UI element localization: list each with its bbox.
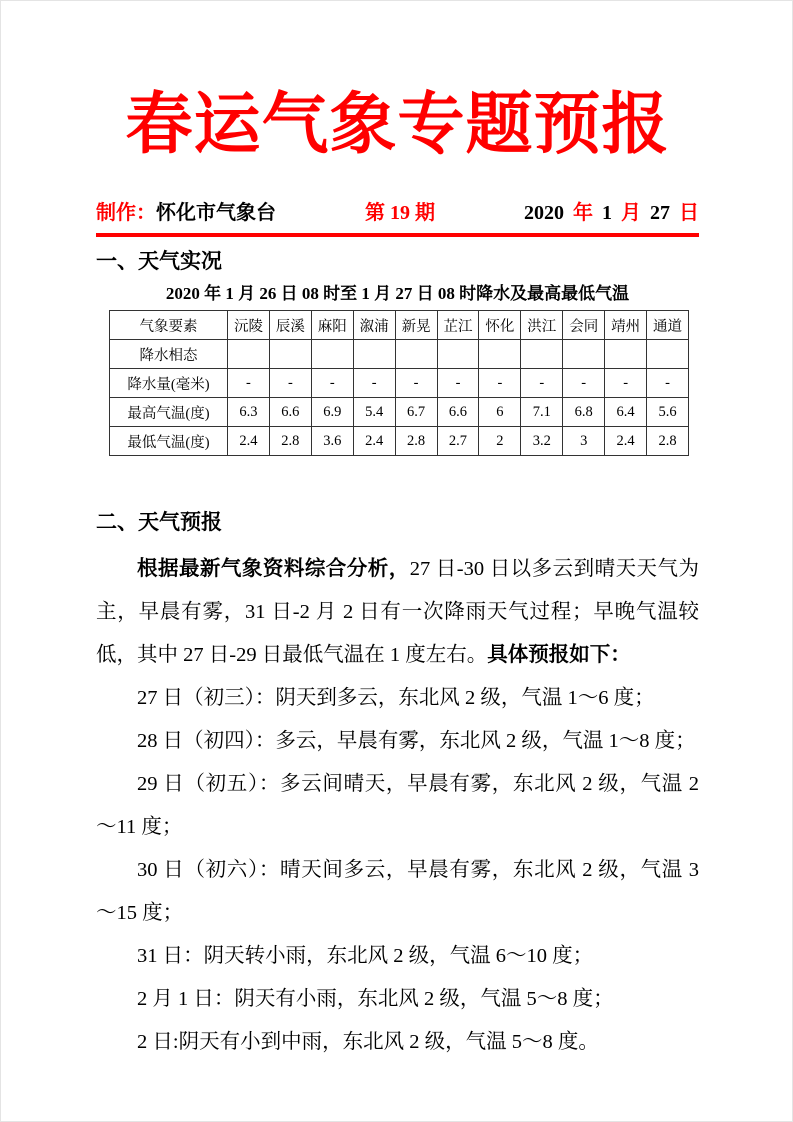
- table-row: [110, 427, 689, 456]
- table-cell: 6.6: [269, 398, 311, 427]
- meta-row: [96, 199, 699, 227]
- table-cell: -: [605, 369, 647, 398]
- analysis-tail: 具体预报如下：: [487, 644, 631, 666]
- forecast-line: 2 月 1 日：阴天有小雨，东北风 2 级，气温 5～8 度；: [137, 988, 614, 1010]
- table-cell: 6.8: [563, 398, 605, 427]
- forecast-line: 2 日:阴天有小到中雨，东北风 2 级，气温 5～8 度。: [137, 1031, 599, 1053]
- table-cell: [437, 340, 479, 369]
- date-year-unit: 年: [573, 202, 593, 224]
- section-heading-weather-actual: 一、天气实况: [96, 249, 222, 273]
- table-header-station: 通道: [647, 311, 689, 340]
- date-month-unit: 月: [621, 202, 641, 224]
- forecast-list: [96, 677, 699, 1064]
- table-header-station: 会同: [563, 311, 605, 340]
- table-cell: [647, 340, 689, 369]
- table-cell: 6.3: [228, 398, 270, 427]
- table-cell: [353, 340, 395, 369]
- table-cell: 2.8: [269, 427, 311, 456]
- table-cell: [269, 340, 311, 369]
- table-cell: [605, 340, 647, 369]
- table-header-element: 气象要素: [110, 311, 228, 340]
- analysis-paragraph: [96, 548, 699, 677]
- table-cell: -: [647, 369, 689, 398]
- table-header-station: 溆浦: [353, 311, 395, 340]
- table-cell: -: [353, 369, 395, 398]
- table-cell: -: [311, 369, 353, 398]
- table-cell: 6.9: [311, 398, 353, 427]
- table-cell: [228, 340, 270, 369]
- analysis-lead: 根据最新气象资料综合分析，: [137, 558, 410, 580]
- table-header-station: 靖州: [605, 311, 647, 340]
- table-header-station: 辰溪: [269, 311, 311, 340]
- table-header-station: 沅陵: [228, 311, 270, 340]
- weather-table: [109, 310, 689, 456]
- table-cell: [311, 340, 353, 369]
- table-cell: -: [563, 369, 605, 398]
- table-cell: [479, 340, 521, 369]
- table-cell: 5.4: [353, 398, 395, 427]
- table-cell: -: [437, 369, 479, 398]
- table-cell: -: [269, 369, 311, 398]
- page-title: 春运气象专题预报: [125, 88, 670, 162]
- analysis-body: 27 日-30 日以多云到晴天天气为主，早晨有雾，31 日-2 月 2 日有一次降雨天气过程；早晚气温较低，其中 27 日-29 日最低气温在 1 度左右。: [96, 558, 700, 666]
- table-cell: 3.6: [311, 427, 353, 456]
- date-month: 1: [602, 202, 612, 224]
- date-day: 27: [650, 202, 670, 224]
- table-cell: 2: [479, 427, 521, 456]
- table-cell: 2.8: [647, 427, 689, 456]
- table-cell: [563, 340, 605, 369]
- producer: [96, 199, 276, 227]
- date-year: 2020: [524, 202, 564, 224]
- table-cell: 6.6: [437, 398, 479, 427]
- issue-number: 第 19 期: [365, 202, 435, 224]
- table-cell: 2.7: [437, 427, 479, 456]
- table-cell: -: [479, 369, 521, 398]
- table-cell: -: [521, 369, 563, 398]
- table-row: [110, 398, 689, 427]
- table-header-station: 怀化: [479, 311, 521, 340]
- forecast-line: 29 日（初五）：多云间晴天，早晨有雾，东北风 2 级，气温 2～11 度；: [96, 773, 699, 838]
- producer-label: 制作：: [96, 202, 156, 224]
- forecast-line: 27 日（初三）：阴天到多云，东北风 2 级，气温 1～6 度；: [137, 687, 655, 709]
- date-day-unit: 日: [679, 202, 699, 224]
- table-cell: 2.4: [605, 427, 647, 456]
- forecast-line: 31 日：阴天转小雨，东北风 2 级，气温 6～10 度；: [137, 945, 594, 967]
- table-header-station: 芷江: [437, 311, 479, 340]
- table-row: [110, 340, 689, 369]
- red-divider: [96, 233, 699, 237]
- table-cell: 3: [563, 427, 605, 456]
- table-cell: 2.8: [395, 427, 437, 456]
- table-cell: 6.7: [395, 398, 437, 427]
- table-row-label: 最高气温(度): [110, 398, 228, 427]
- table-cell: 7.1: [521, 398, 563, 427]
- table-header-station: 麻阳: [311, 311, 353, 340]
- table-cell: 5.6: [647, 398, 689, 427]
- table-header-row: [110, 311, 689, 340]
- table-cell: [395, 340, 437, 369]
- table-cell: 6.4: [605, 398, 647, 427]
- table-cell: 2.4: [353, 427, 395, 456]
- section-heading-forecast: 二、天气预报: [96, 510, 222, 534]
- weather-table-title: 2020 年 1 月 26 日 08 时至 1 月 27 日 08 时降水及最高最低气温: [165, 284, 630, 303]
- table-header-station: 新晃: [395, 311, 437, 340]
- table-cell: 3.2: [521, 427, 563, 456]
- forecast-line: 30 日（初六）：晴天间多云，早晨有雾，东北风 2 级，气温 3～15 度；: [96, 859, 699, 924]
- table-cell: [521, 340, 563, 369]
- table-header-station: 洪江: [521, 311, 563, 340]
- forecast-line: 28 日（初四）：多云，早晨有雾，东北风 2 级，气温 1～8 度；: [137, 730, 696, 752]
- table-row: [110, 369, 689, 398]
- issue-date: [524, 199, 699, 227]
- producer-name: 怀化市气象台: [156, 202, 276, 224]
- table-cell: 2.4: [228, 427, 270, 456]
- table-row-label: 降水相态: [110, 340, 228, 369]
- table-row-label: 降水量(毫米): [110, 369, 228, 398]
- table-cell: -: [395, 369, 437, 398]
- table-cell: 6: [479, 398, 521, 427]
- table-row-label: 最低气温(度): [110, 427, 228, 456]
- table-cell: -: [228, 369, 270, 398]
